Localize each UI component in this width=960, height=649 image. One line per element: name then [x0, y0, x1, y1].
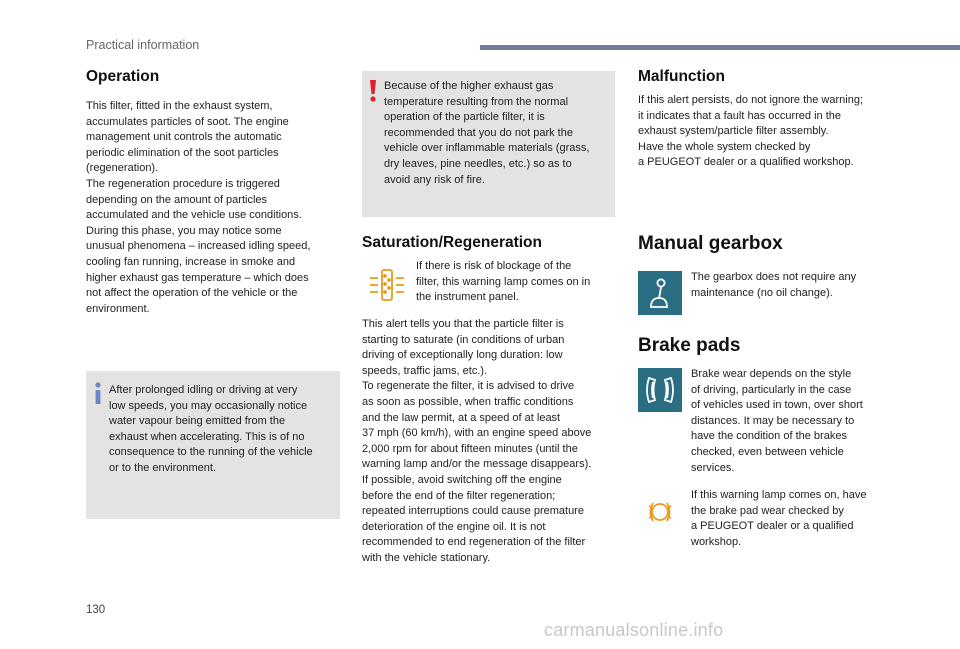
info-note-text: After prolonged idling or driving at very low speeds, you may occasionally notice water vapour being emitted from the exhaust when accelerating. This is of no consequence to the running of the vehicle or to the environment.	[109, 384, 313, 474]
gear-lever-icon	[638, 271, 682, 315]
warning-icon	[369, 80, 377, 102]
saturation-body: This alert tells you that the particle filter is starting to saturate (in conditions of urban driving of exceptionally long duration: low speeds, traffic jams, etc.). To regenerate the filter, it is advised to drive as soon as possible, when traffic conditions and the law permit, at a speed of at least 37 mph (60 km/h), with an engine speed above 2,000 rpm for about fifteen minutes (until the warning lamp and/or the message disappears). If possible, avoid switching off the engine before the end of the filter regeneration; repeated interruptions could cause premature deterioration of the engine oil. It is not recommended to end regeneration of the filter with the vehicle stationary.	[362, 318, 592, 564]
brake-pads-heading: Brake pads	[638, 335, 741, 356]
warning-note-text: Because of the higher exhaust gas temperature resulting from the normal operation of the particle filter, it is recommended that you do not park the vehicle over inflammable materials (grass, dry leaves, pine needles, etc.) so as to avoid any risk of fire.	[384, 80, 590, 186]
info-icon	[93, 382, 103, 404]
malfunction-heading: Malfunction	[638, 68, 725, 85]
particle-filter-lamp-icon	[364, 262, 410, 308]
malfunction-body: If this alert persists, do not ignore the warning; it indicates that a fault has occurred in the exhaust system/particle filter assembly. Have the whole system checked by a PEUGEOT dealer or a qualified workshop.	[638, 94, 864, 169]
brake-pads-icon	[638, 368, 682, 412]
manual-gearbox-body: The gearbox does not require any maintenance (no oil change).	[691, 271, 857, 299]
watermark: carmanualsonline.info	[544, 620, 724, 640]
brake-wear-lamp-icon	[642, 494, 678, 530]
brake-wear-lamp-text: If this warning lamp comes on, have the brake pad wear checked by a PEUGEOT dealer or a qualified workshop.	[691, 489, 867, 548]
section-label: Practical information	[86, 38, 200, 52]
saturation-heading: Saturation/Regeneration	[362, 234, 542, 251]
saturation-lamp-text: If there is risk of blockage of the filter, this warning lamp comes on in the instrument panel.	[416, 260, 591, 304]
header-bar	[480, 45, 960, 50]
operation-body: This filter, fitted in the exhaust system, accumulates particles of soot. The engine management unit controls the automatic periodic elimination of the soot particles (regeneration). The regeneration procedure is triggered depending on the amount of particles accumulated and the vehicle use conditions. During this phase, you may notice some unusual phenomena – increased idling speed, cooling fan running, increase in smoke and higher exhaust gas temperature – which does not affect the operation of the vehicle or the environment.	[86, 100, 311, 315]
manual-gearbox-heading: Manual gearbox	[638, 233, 783, 254]
operation-heading: Operation	[86, 68, 160, 85]
brake-pads-body: Brake wear depends on the style of driving, particularly in the case of vehicles used in town, over short distances. It may be necessary to have the condition of the brakes checked, even between vehicle services.	[691, 368, 863, 474]
page-number: 130	[86, 604, 106, 616]
